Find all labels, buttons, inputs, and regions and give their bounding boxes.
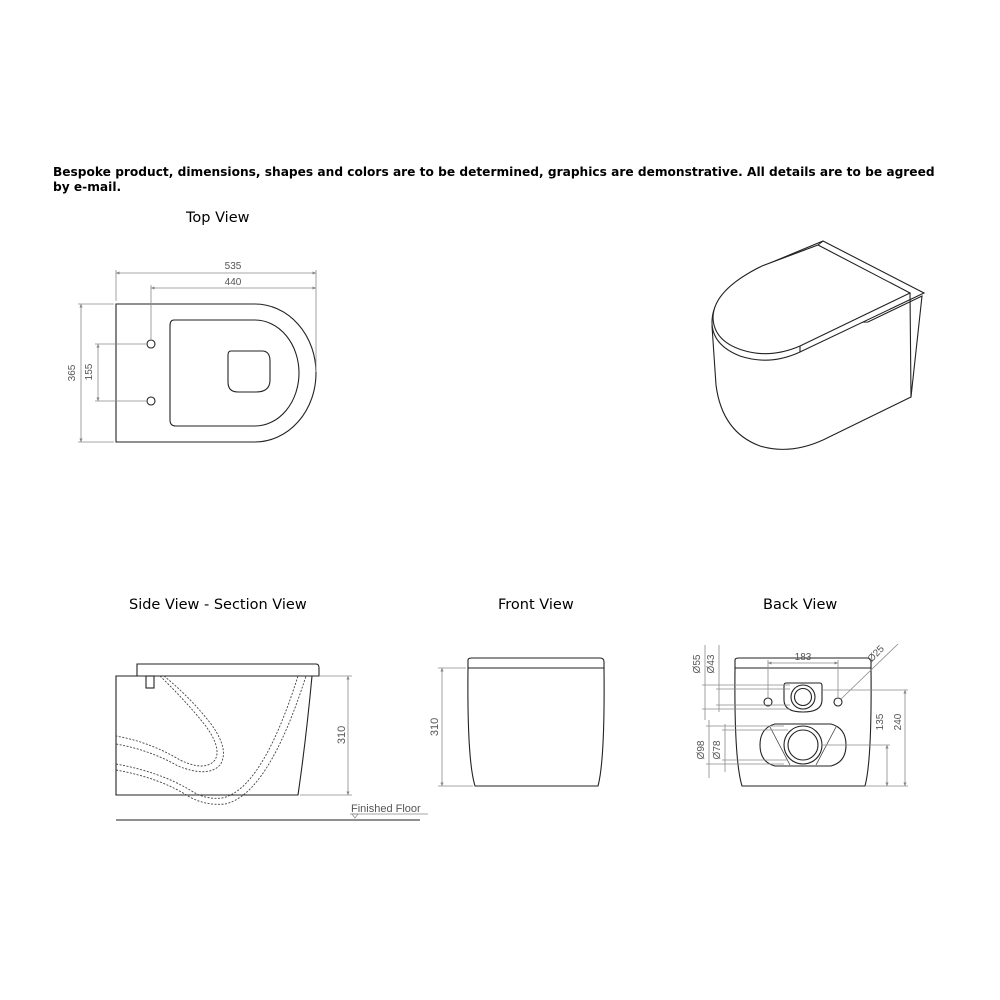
top-view-bolt-hole-lower xyxy=(147,397,155,405)
side-view-bolt xyxy=(146,676,154,688)
dim-inlet-inner: Ø43 xyxy=(706,654,717,674)
back-view-title: Back View xyxy=(763,597,838,613)
dim-bolt-spacing: 155 xyxy=(84,363,95,381)
dim-overall-length: 535 xyxy=(224,261,242,272)
side-view-title: Side View - Section View xyxy=(129,597,307,613)
top-view-drawing xyxy=(67,261,316,442)
dim-outlet-outer: Ø98 xyxy=(696,740,707,760)
back-view-outlet-inner xyxy=(788,730,818,760)
top-view-title: Top View xyxy=(186,210,250,226)
top-view-bowl-opening xyxy=(228,351,270,392)
front-view-body xyxy=(468,668,604,786)
back-view-inlet-housing xyxy=(784,683,822,712)
back-view-body xyxy=(735,668,871,786)
top-view-seat xyxy=(170,320,299,426)
perspective-view-drawing xyxy=(712,241,924,449)
dim-outlet-height: 135 xyxy=(875,713,886,731)
back-view-inlet-inner xyxy=(795,689,812,706)
side-view-body xyxy=(116,676,312,795)
side-view-lid xyxy=(137,664,319,676)
dim-inlet-height: 240 xyxy=(893,713,904,731)
back-view-drawing xyxy=(692,643,908,786)
top-view-outline xyxy=(116,304,316,442)
finished-floor-label: Finished Floor xyxy=(351,803,421,815)
disclaimer-notice: Bespoke product, dimensions, shapes and colors are to be determined, graphics are demonstrative. All details are to be agreed by e-mail. xyxy=(53,165,935,194)
dim-front-height: 310 xyxy=(429,717,441,737)
dim-inlet-outer: Ø55 xyxy=(692,654,703,674)
dim-outlet-inner: Ø78 xyxy=(712,740,723,760)
dim-back-bolt-hole: Ø25 xyxy=(865,643,887,665)
front-view-lid xyxy=(468,658,604,668)
front-view-drawing xyxy=(429,658,604,786)
dim-side-height: 310 xyxy=(336,725,348,745)
dim-seat-length: 440 xyxy=(224,277,242,288)
dim-back-bolt-spacing: 183 xyxy=(794,652,812,663)
top-view-bolt-hole-upper xyxy=(147,340,155,348)
back-view-outlet-outer xyxy=(784,726,822,764)
front-view-title: Front View xyxy=(498,597,574,613)
dim-overall-width: 365 xyxy=(67,364,78,382)
side-view-drawing xyxy=(116,664,428,820)
